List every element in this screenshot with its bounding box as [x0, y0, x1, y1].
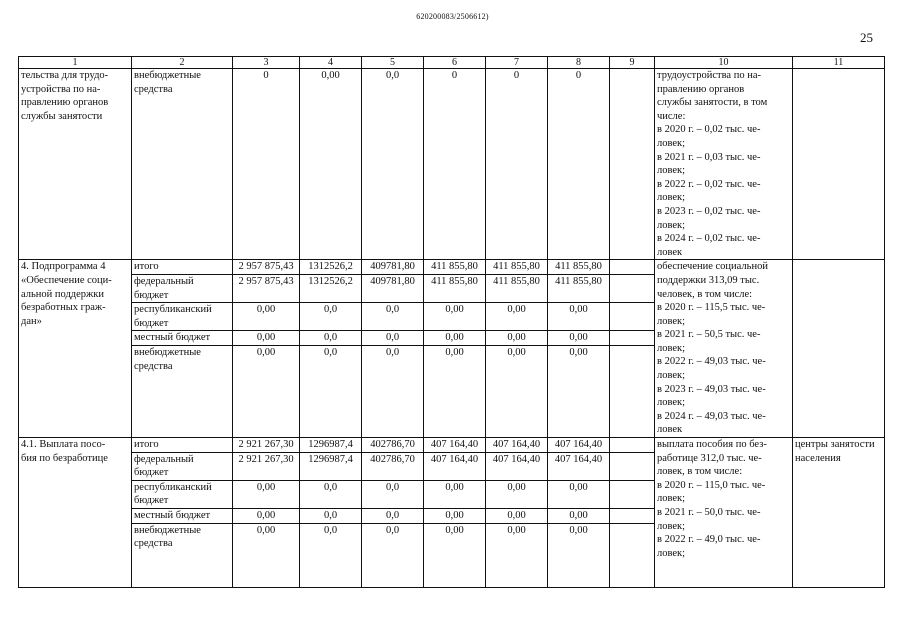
amount-cell: 0,00 [233, 523, 300, 587]
amount-cell: 0,00 [233, 480, 300, 508]
column-number-5: 5 [362, 57, 424, 69]
amount-cell: 407 164,40 [424, 438, 486, 453]
expected-result-line: в 2020 г. – 115,5 тыс. че- [657, 302, 766, 314]
document-id: 620200083/2506612) [416, 12, 489, 21]
amount-cell: 0,0 [300, 303, 362, 331]
expected-result-line: в 2023 г. – 0,02 тыс. че- [657, 205, 761, 217]
column-number-4: 4 [300, 57, 362, 69]
program-name-line: 4.1. Выплата посо- [21, 439, 106, 451]
funding-source-line: республиканский [134, 481, 212, 493]
expected-result-line: числе: [657, 110, 686, 122]
funding-source-cell [132, 303, 233, 331]
expected-result-line: ловек [657, 424, 683, 436]
amount-cell: 407 164,40 [548, 452, 610, 480]
responsible-executor-cell [793, 69, 885, 260]
funding-source-line: федеральный [134, 453, 194, 465]
funding-source-line: республиканский [134, 304, 212, 316]
program-name-line: «Обеспечение соци- [21, 274, 112, 286]
program-name-line: дан» [21, 315, 42, 327]
expected-result-line: ловек; [657, 520, 686, 532]
expected-result-line: в 2020 г. – 115,0 тыс. че- [657, 479, 766, 491]
amount-cell: 0,00 [424, 346, 486, 438]
amount-cell: 1312526,2 [300, 274, 362, 302]
amount-cell: 0,00 [424, 303, 486, 331]
funding-source-line: бюджет [134, 289, 169, 301]
amount-cell: 1296987,4 [300, 438, 362, 453]
column-number-7: 7 [486, 57, 548, 69]
funding-source-cell [132, 509, 233, 524]
empty-cell [610, 346, 655, 438]
program-name-line: бия по безработице [21, 452, 108, 464]
amount-cell: 0,00 [548, 509, 610, 524]
program-name-line: безработных граж- [21, 302, 106, 314]
amount-cell: 411 855,80 [424, 274, 486, 302]
funding-source-line: бюджет [134, 317, 169, 329]
empty-cell [610, 303, 655, 331]
funding-source-line: внебюджетные [134, 524, 201, 536]
funding-source-line: местный бюджет [134, 332, 211, 344]
expected-result-line: в 2022 г. – 49,03 тыс. че- [657, 356, 766, 368]
funding-source-line: местный бюджет [134, 510, 211, 521]
amount-cell: 0,0 [362, 480, 424, 508]
amount-cell: 0,00 [233, 509, 300, 524]
expected-result-line: ловек; [657, 192, 686, 204]
page-number: 25 [860, 30, 873, 45]
amount-cell: 0 [424, 69, 486, 260]
expected-result-line: ловек; [657, 370, 686, 382]
amount-cell: 402786,70 [362, 452, 424, 480]
amount-cell: 0 [548, 69, 610, 260]
amount-cell: 0,0 [300, 523, 362, 587]
amount-cell: 407 164,40 [486, 452, 548, 480]
amount-cell: 411 855,80 [548, 260, 610, 275]
amount-cell: 0,00 [486, 480, 548, 508]
column-number-9: 9 [610, 57, 655, 69]
empty-cell [610, 509, 655, 524]
amount-cell: 0,0 [300, 509, 362, 524]
expected-result-line: службы занятости, в том [657, 97, 768, 109]
empty-cell [610, 69, 655, 260]
amount-cell: 407 164,40 [486, 438, 548, 453]
amount-cell: 407 164,40 [548, 438, 610, 453]
expected-result-line: в 2020 г. – 0,02 тыс. че- [657, 124, 761, 136]
funding-source-cell [132, 346, 233, 438]
expected-result-line: ловек, в том числе: [657, 466, 743, 478]
funding-source-cell [132, 438, 233, 453]
funding-source-cell [132, 523, 233, 587]
expected-result-line: ловек; [657, 342, 686, 354]
funding-source-line: итого [134, 439, 159, 451]
amount-cell: 0,00 [548, 303, 610, 331]
amount-cell: 407 164,40 [424, 452, 486, 480]
expected-result-line: ловек; [657, 547, 686, 559]
amount-cell: 411 855,80 [424, 260, 486, 275]
amount-cell: 0,00 [424, 331, 486, 346]
amount-cell: 0,0 [300, 480, 362, 508]
expected-result-line: в 2023 г. – 49,03 тыс. че- [657, 383, 766, 395]
funding-row [19, 438, 885, 453]
amount-cell: 2 957 875,43 [233, 260, 300, 275]
amount-cell: 0,0 [362, 303, 424, 331]
column-number-10: 10 [655, 57, 793, 69]
column-number-8: 8 [548, 57, 610, 69]
amount-cell: 0,00 [300, 69, 362, 260]
program-name-line: альной поддержки [21, 288, 105, 300]
amount-cell: 0,00 [233, 346, 300, 438]
amount-cell: 0,00 [548, 331, 610, 346]
amount-cell: 411 855,80 [486, 274, 548, 302]
funding-source-line: средства [134, 538, 173, 550]
expected-results-cell [655, 69, 793, 260]
empty-cell [610, 260, 655, 275]
empty-cell [610, 523, 655, 587]
expected-result-line: ловек; [657, 165, 686, 177]
amount-cell: 0,00 [548, 346, 610, 438]
program-name-line: службы занятости [21, 110, 103, 122]
amount-cell: 409781,80 [362, 274, 424, 302]
funding-row [19, 260, 885, 275]
responsible-executor-cell [793, 438, 885, 588]
expected-result-line: трудоустройства по на- [657, 70, 761, 81]
funding-source-cell [132, 331, 233, 346]
amount-cell: 0,0 [300, 331, 362, 346]
expected-result-line: ловек; [657, 397, 686, 409]
expected-result-line: работице 312,0 тыс. че- [657, 452, 762, 464]
program-name-cell [19, 260, 132, 438]
expected-result-line: ловек; [657, 137, 686, 149]
expected-result-line: в 2021 г. – 50,5 тыс. че- [657, 329, 761, 341]
amount-cell: 0,00 [424, 480, 486, 508]
funding-source-cell [132, 260, 233, 275]
amount-cell: 0,00 [548, 480, 610, 508]
expected-result-line: ловек; [657, 219, 686, 231]
expected-result-line: ловек; [657, 315, 686, 327]
amount-cell: 0,00 [486, 523, 548, 587]
column-number-1: 1 [19, 57, 132, 69]
amount-cell: 402786,70 [362, 438, 424, 453]
amount-cell: 0,00 [424, 523, 486, 587]
expected-result-line: в 2022 г. – 49,0 тыс. че- [657, 534, 761, 546]
amount-cell: 0,0 [362, 331, 424, 346]
responsible-executor-line: населения [795, 452, 841, 464]
table-body [19, 69, 885, 588]
expected-result-line: правлению органов [657, 83, 745, 95]
amount-cell: 0,0 [362, 346, 424, 438]
amount-cell: 2 957 875,43 [233, 274, 300, 302]
expected-results-cell [655, 438, 793, 588]
empty-cell [610, 480, 655, 508]
funding-source-line: средства [134, 360, 173, 372]
amount-cell: 0,00 [424, 509, 486, 524]
funding-row [19, 69, 885, 260]
amount-cell: 409781,80 [362, 260, 424, 275]
program-name-line: 4. Подпрограмма 4 [21, 261, 106, 273]
funding-source-line: средства [134, 83, 173, 95]
expected-result-line: в 2024 г. – 0,02 тыс. че- [657, 233, 761, 245]
amount-cell: 0,0 [362, 69, 424, 260]
funding-source-line: итого [134, 261, 159, 273]
empty-cell [610, 438, 655, 453]
expected-result-line: в 2024 г. – 49,03 тыс. че- [657, 410, 766, 422]
expected-result-line: в 2021 г. – 0,03 тыс. че- [657, 151, 761, 163]
amount-cell: 0,00 [486, 509, 548, 524]
expected-result-line: человек, в том числе: [657, 288, 753, 300]
funding-source-cell [132, 274, 233, 302]
responsible-executor-cell [793, 260, 885, 438]
funding-source-line: внебюджетные [134, 347, 201, 359]
funding-source-line: бюджет [134, 467, 169, 479]
amount-cell: 0,00 [233, 331, 300, 346]
amount-cell: 411 855,80 [486, 260, 548, 275]
amount-cell: 1296987,4 [300, 452, 362, 480]
expected-result-line: в 2022 г. – 0,02 тыс. че- [657, 178, 761, 190]
amount-cell: 0 [233, 69, 300, 260]
funding-source-cell [132, 69, 233, 260]
expected-result-line: в 2021 г. – 50,0 тыс. че- [657, 507, 761, 518]
column-number-row [19, 57, 885, 69]
amount-cell: 411 855,80 [548, 274, 610, 302]
responsible-executor-line: центры занятости [795, 439, 875, 451]
expected-result-line: поддержки 313,09 тыс. [657, 274, 760, 286]
empty-cell [610, 452, 655, 480]
column-number-2: 2 [132, 57, 233, 69]
program-name-line: устройства по на- [21, 83, 101, 95]
funding-source-cell [132, 480, 233, 508]
column-number-3: 3 [233, 57, 300, 69]
amount-cell: 0,0 [300, 346, 362, 438]
program-funding-table [18, 56, 885, 588]
funding-source-line: внебюджетные [134, 70, 201, 81]
column-number-6: 6 [424, 57, 486, 69]
amount-cell: 0,00 [486, 331, 548, 346]
column-number-11: 11 [793, 57, 885, 69]
amount-cell: 0,0 [362, 509, 424, 524]
funding-source-line: федеральный [134, 275, 194, 287]
amount-cell: 2 921 267,30 [233, 438, 300, 453]
amount-cell: 0,00 [486, 303, 548, 331]
amount-cell: 0,00 [548, 523, 610, 587]
amount-cell: 0,00 [486, 346, 548, 438]
expected-result-line: ловек [657, 246, 683, 258]
program-name-line: правлению органов [21, 97, 109, 109]
funding-source-line: бюджет [134, 495, 169, 507]
expected-result-line: выплата пособия по без- [657, 439, 767, 451]
amount-cell: 0,00 [233, 303, 300, 331]
expected-result-line: обеспечение социальной [657, 261, 768, 273]
expected-result-line: ловек; [657, 493, 686, 505]
empty-cell [610, 274, 655, 302]
program-name-cell [19, 69, 132, 260]
funding-source-cell [132, 452, 233, 480]
amount-cell: 0 [486, 69, 548, 260]
expected-results-cell [655, 260, 793, 438]
amount-cell: 1312526,2 [300, 260, 362, 275]
program-name-line: тельства для трудо- [21, 70, 109, 81]
empty-cell [610, 331, 655, 346]
program-name-cell [19, 438, 132, 588]
amount-cell: 0,0 [362, 523, 424, 587]
amount-cell: 2 921 267,30 [233, 452, 300, 480]
